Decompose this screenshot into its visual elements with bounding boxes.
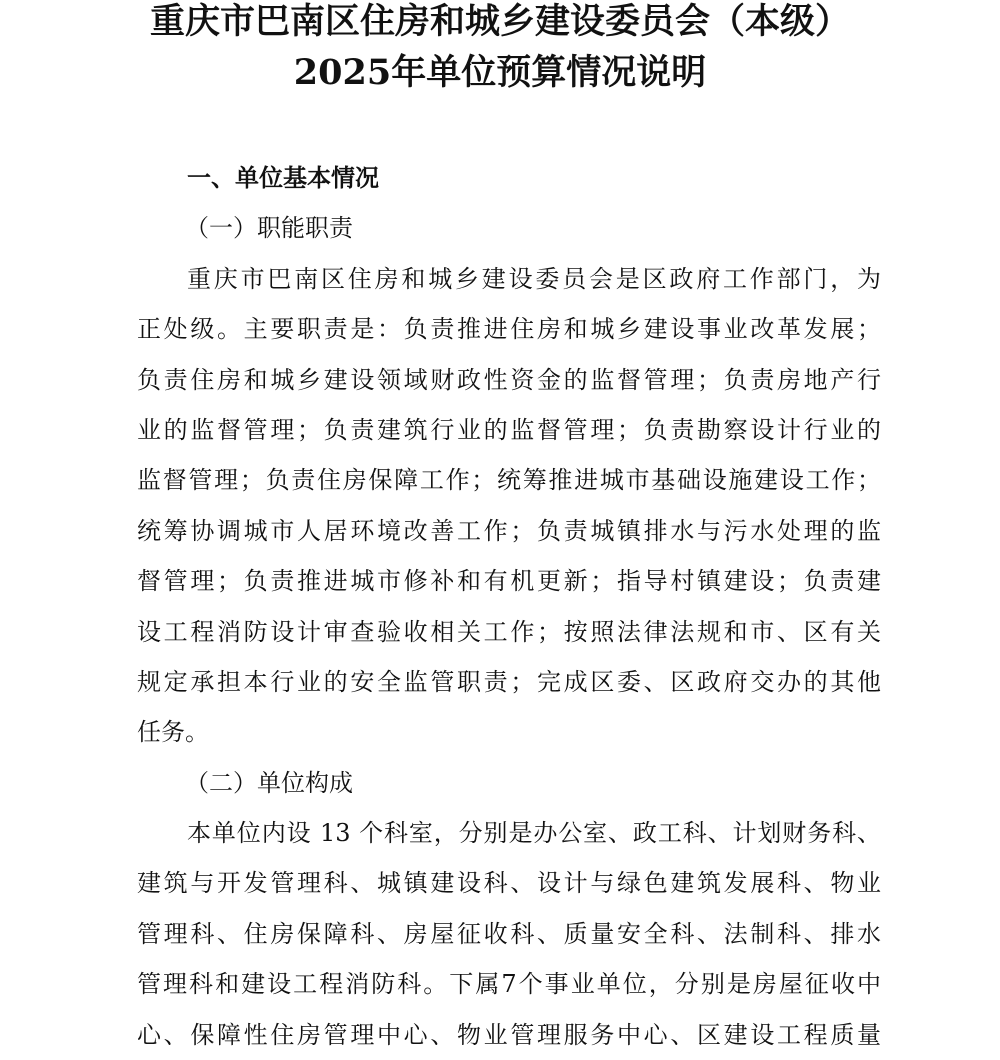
- subsection-heading-composition: （二）单位构成: [185, 768, 353, 797]
- paragraph-line: 业的监督管理；负责建筑行业的监督管理；负责勘察设计行业的: [137, 415, 881, 444]
- paragraph-line: 负责住房和城乡建设领域财政性资金的监督管理；负责房地产行: [137, 365, 881, 394]
- paragraph-line: 本单位内设 13 个科室，分别是办公室、政工科、计划财务科、: [187, 819, 881, 848]
- paragraph-line: 管理科、住房保障科、房屋征收科、质量安全科、法制科、排水: [137, 919, 881, 948]
- paragraph-line: 规定承担本行业的安全监管职责；完成区委、区政府交办的其他: [137, 667, 881, 696]
- paragraph-line: 设工程消防设计审查验收相关工作；按照法律法规和市、区有关: [137, 617, 881, 646]
- section-heading: 一、单位基本情况: [187, 163, 379, 192]
- paragraph-line: 督管理；负责推进城市修补和有机更新；指导村镇建设；负责建: [137, 567, 881, 596]
- document-title-line2: 2025年单位预算情况说明: [293, 52, 707, 93]
- paragraph-line: 心、保障性住房管理中心、物业管理服务中心、区建设工程质量: [137, 1020, 881, 1049]
- paragraph-line: 统筹协调城市人居环境改善工作；负责城镇排水与污水处理的监: [137, 516, 881, 545]
- paragraph-line: 任务。: [137, 718, 209, 747]
- document-body: [137, 153, 881, 1060]
- paragraph-line: 建筑与开发管理科、城镇建设科、设计与绿色建筑发展科、物业: [137, 869, 881, 898]
- paragraph-line: 正处级。主要职责是：负责推进住房和城乡建设事业改革发展；: [137, 315, 881, 344]
- paragraph-line: 重庆市巴南区住房和城乡建设委员会是区政府工作部门，为: [187, 264, 881, 293]
- document-title-line1: 重庆市巴南区住房和城乡建设委员会（本级）: [149, 1, 850, 42]
- paragraph-line: 管理科和建设工程消防科。下属7个事业单位，分别是房屋征收中: [137, 970, 881, 999]
- subsection-heading-duties: （一）职能职责: [185, 214, 353, 243]
- paragraph-line: 监督管理；负责住房保障工作；统筹推进城市基础设施建设工作；: [137, 466, 881, 495]
